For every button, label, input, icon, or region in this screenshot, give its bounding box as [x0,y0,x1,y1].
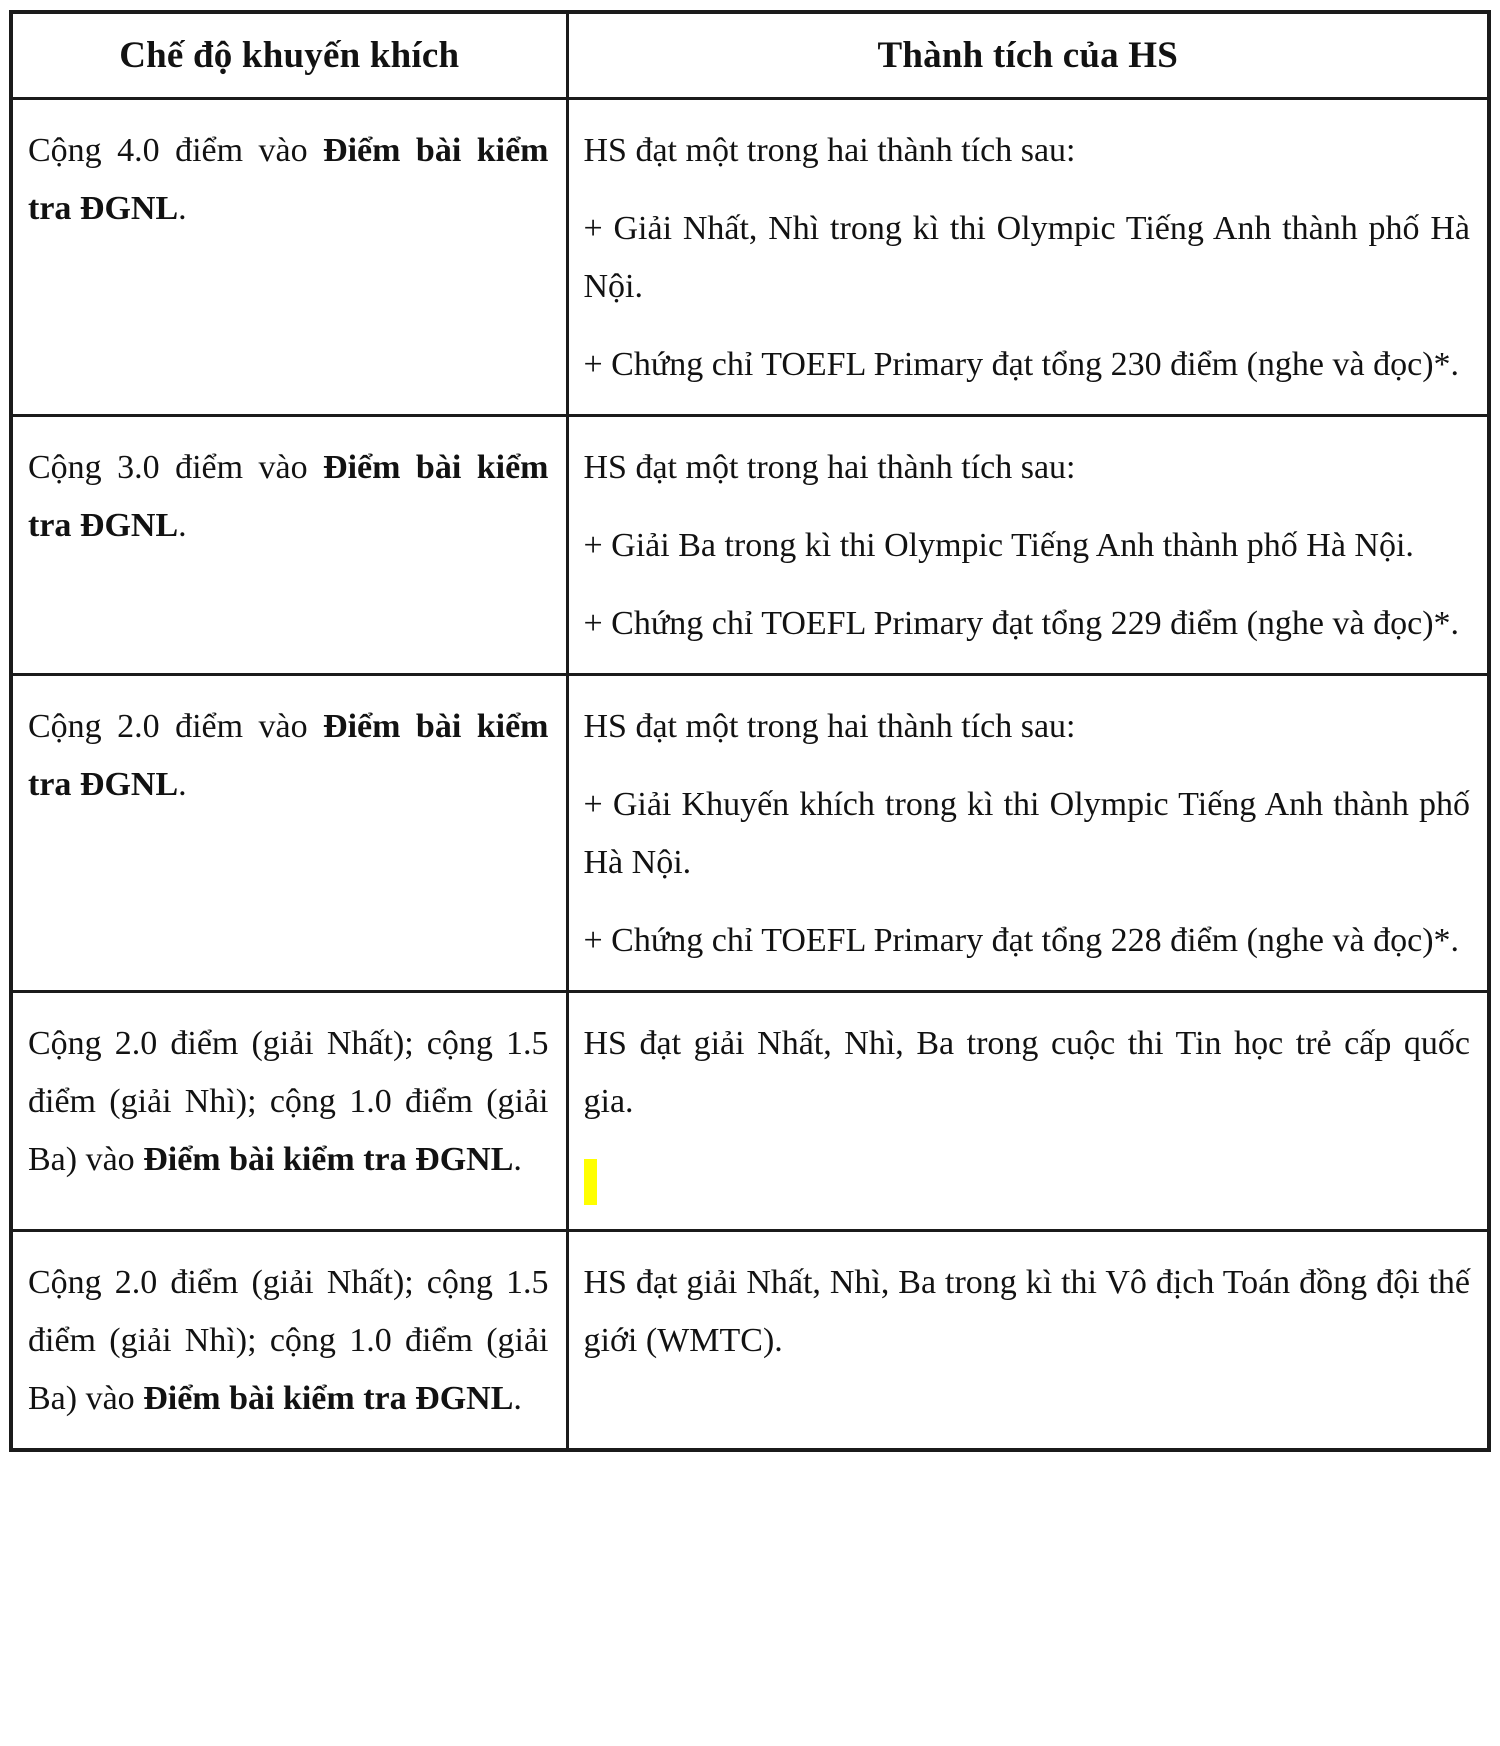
incentive-text [28,1015,549,1189]
incentive-text-segment: Cộng 4.0 điểm vào [28,131,324,169]
header-row [11,12,1489,98]
achievement-paragraph: + Chứng chỉ TOEFL Primary đạt tổng 229 điểm (nghe và đọc)*. [583,604,1460,642]
table-row-5 [11,1230,1489,1450]
table-row-4 [11,991,1489,1230]
header-incentive-policy: Chế độ khuyến khích [11,12,567,98]
text-cursor-highlight [584,1159,597,1205]
incentive-text-segment: Cộng 2.0 điểm vào [28,707,324,745]
achievement-cell-1 [567,98,1489,415]
achievement-paragraph: HS đạt một trong hai thành tích sau: [583,448,1076,486]
table-row-1 [11,98,1489,415]
cursor-paragraph [584,1151,1471,1209]
achievement-cell-3 [567,674,1489,991]
incentive-text-bold-segment: Điểm bài kiểm tra ĐGNL [143,1379,514,1417]
header-student-achievement: Thành tích của HS [567,12,1489,98]
incentive-cell-1 [11,98,567,415]
incentive-text-bold-segment: Điểm bài kiểm tra ĐGNL [143,1140,514,1178]
incentive-cell-5 [11,1230,567,1450]
incentive-cell-4 [11,991,567,1230]
achievement-paragraph: HS đạt một trong hai thành tích sau: [583,131,1076,169]
achievement-cell-5 [567,1230,1489,1450]
table-row-2 [11,415,1489,674]
achievement-cell-2 [567,415,1489,674]
achievement-paragraph: HS đạt một trong hai thành tích sau: [583,707,1076,745]
incentive-table [9,10,1491,1452]
achievement-cell-4 [567,991,1489,1230]
incentive-text-segment: Cộng 2.0 điểm (giải Nhất); cộng 1.5 điểm (giải Nhì); cộng 1.0 điểm (giải Ba) vào [28,1024,549,1178]
incentive-text [28,439,549,555]
achievement-paragraph: HS đạt giải Nhất, Nhì, Ba trong kì thi Vô địch Toán đồng đội thế giới (WMTC). [583,1263,1470,1359]
achievement-paragraph: HS đạt giải Nhất, Nhì, Ba trong cuộc thi Tin học trẻ cấp quốc gia. [583,1024,1470,1120]
achievement-paragraph: + Giải Khuyến khích trong kì thi Olympic Tiếng Anh thành phố Hà Nội. [583,785,1470,881]
incentive-cell-2 [11,415,567,674]
incentive-text [28,122,549,238]
incentive-text-segment: . [178,765,187,803]
incentive-text [28,1254,549,1428]
incentive-text-segment: . [178,506,187,544]
achievement-paragraph: + Giải Ba trong kì thi Olympic Tiếng Anh thành phố Hà Nội. [583,526,1414,564]
incentive-text-segment: . [513,1379,522,1417]
achievement-paragraph: + Giải Nhất, Nhì trong kì thi Olympic Tiếng Anh thành phố Hà Nội. [583,209,1470,305]
table-row-3 [11,674,1489,991]
incentive-text-bold-segment: Điểm bài kiểm tra ĐGNL [28,131,549,227]
incentive-cell-3 [11,674,567,991]
incentive-text-segment: Cộng 2.0 điểm (giải Nhất); cộng 1.5 điểm (giải Nhì); cộng 1.0 điểm (giải Ba) vào [28,1263,549,1417]
incentive-text-segment: . [513,1140,522,1178]
achievement-paragraph: + Chứng chỉ TOEFL Primary đạt tổng 228 điểm (nghe và đọc)*. [583,921,1460,959]
incentive-text-bold-segment: Điểm bài kiểm tra ĐGNL [28,707,549,803]
incentive-text-segment: Cộng 3.0 điểm vào [28,448,324,486]
incentive-text [28,698,549,814]
incentive-text-segment: . [178,189,187,227]
achievement-paragraph: + Chứng chỉ TOEFL Primary đạt tổng 230 điểm (nghe và đọc)*. [583,345,1460,383]
incentive-text-bold-segment: Điểm bài kiểm tra ĐGNL [28,448,549,544]
